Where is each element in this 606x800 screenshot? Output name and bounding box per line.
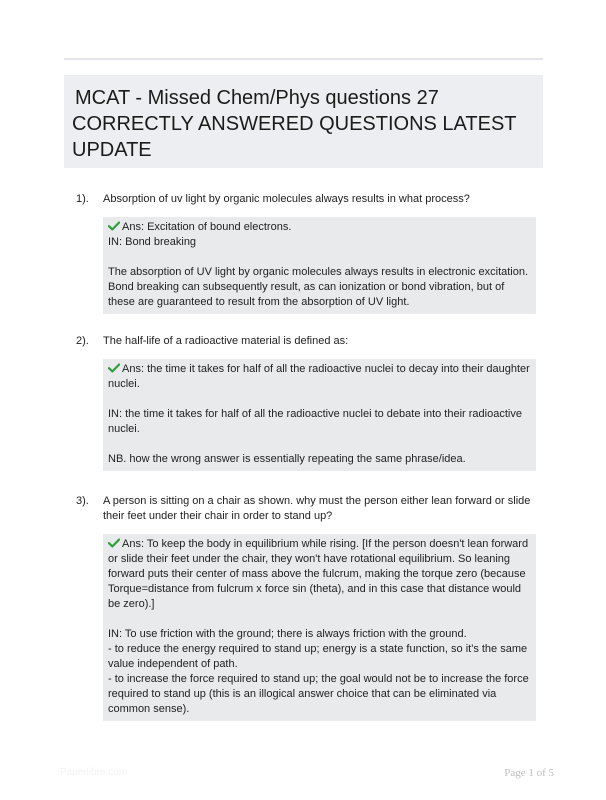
question-2 [76, 334, 536, 471]
check-icon [108, 221, 120, 231]
top-divider [64, 58, 543, 60]
title-line-2: CORRECTLY ANSWERED QUESTIONS LATEST [72, 113, 517, 135]
incorrect-answer: IN: the time it takes for half of all the radioactive nuclei to debate into their radioactive nuclei. [108, 408, 522, 435]
question-1 [76, 192, 536, 314]
correct-answer [108, 537, 530, 612]
check-icon [108, 538, 120, 548]
check-icon [108, 363, 120, 373]
title-line-1: MCAT - Missed Chem/Phys questions 27 [75, 87, 439, 109]
explanation: The absorption of UV light by organic molecules always results in electronic excitation. Bond breaking can subsequently result, as can ionization or bond vibration, but of these are guaranteed to result from the absorption of UV light. [108, 266, 529, 308]
answer-text: Ans: the time it takes for half of all the radioactive nuclei to decay into their daughter nuclei. [108, 363, 530, 390]
incorrect-answer: - to increase the force required to stand up; the goal would not be to increase the force required to stand up (this is an illogical answer choice that can be eliminated via common sense). [108, 673, 529, 715]
answer-box [103, 359, 536, 471]
question-number: 1). [76, 193, 89, 205]
answer-text: Ans: Excitation of bound electrons. [122, 221, 292, 233]
incorrect-answer: IN: To use friction with the ground; there is always friction with the ground. [108, 628, 467, 640]
answer-box [103, 534, 536, 721]
page-indicator: Page 1 of 5 [504, 767, 554, 779]
answer-text: Ans: To keep the body in equilibrium while rising. [If the person doesn't lean forward or slide their feet under the chair, they won't have rotational equilibrium. So leaning forward puts their center of mass above the fulcrum, making the torque zero (because Torque=distance from fulcrum x force sin (theta), and in this case that distance would be zero).] [108, 538, 529, 610]
question-text: The half-life of a radioactive material is defined as: [103, 335, 349, 347]
incorrect-answer: IN: Bond breaking [108, 236, 197, 248]
question-text: A person is sitting on a chair as shown. why must the person either lean forward or slide their feet under their chair in order to stand up? [103, 495, 531, 522]
correct-answer [108, 362, 530, 392]
page-title [72, 85, 535, 163]
watermark: Paperlibre.com [60, 767, 128, 778]
question-number: 2). [76, 335, 89, 347]
title-banner [64, 75, 543, 168]
question-number: 3). [76, 495, 89, 507]
correct-answer [108, 220, 530, 235]
note: NB. how the wrong answer is essentially repeating the same phrase/idea. [108, 453, 466, 465]
answer-box [103, 217, 536, 314]
question-3 [76, 494, 536, 721]
question-text: Absorption of uv light by organic molecules always results in what process? [103, 193, 470, 205]
incorrect-answer: - to reduce the energy required to stand up; energy is a state function, so it's the same value independent of path. [108, 643, 528, 670]
title-line-3: UPDATE [72, 139, 152, 161]
